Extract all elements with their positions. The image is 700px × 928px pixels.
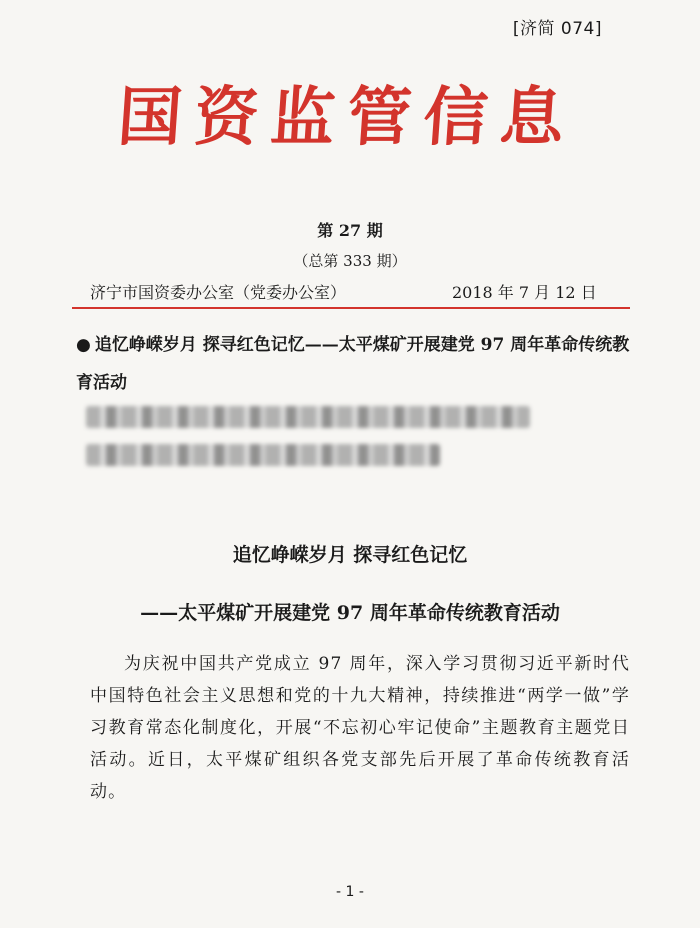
masthead-title xyxy=(115,80,567,155)
issue-number: 第 27 期 xyxy=(317,221,383,240)
masthead-char: 息 xyxy=(497,80,567,155)
masthead-char: 管 xyxy=(344,80,414,155)
article-title: 追忆峥嵘岁月 探寻红色记忆 xyxy=(232,544,468,566)
masthead-char: 国 xyxy=(115,80,185,155)
redacted-text-line xyxy=(86,444,440,466)
masthead-char: 信 xyxy=(420,80,491,155)
article-paragraph: 为庆祝中国共产党成立 97 周年，深入学习贯彻习近平新时代中国特色社会主义思想和党的十九大精神，持续推进“两学一做”学习教育常态化制度化，开展“不忘初心牢记使命”主题教育主题党日活动。近日，太平煤矿组织各党支部先后开展了革命传统教育活动。 xyxy=(90,654,630,802)
summary-title-text: 追忆峥嵘岁月 探寻红色记忆——太平煤矿开展建党 97 周年革命传统教育活动 xyxy=(76,335,630,393)
document-code: [济简 074] xyxy=(512,19,602,39)
masthead-char: 资 xyxy=(191,80,262,155)
article-subtitle: ——太平煤矿开展建党 97 周年革命传统教育活动 xyxy=(140,602,560,624)
redacted-text-line xyxy=(86,406,530,428)
issue-total: （总第 333 期） xyxy=(293,252,407,270)
publisher: 济宁市国资委办公室（党委办公室） xyxy=(90,283,347,302)
bullet-icon: ● xyxy=(76,335,91,355)
masthead-char: 监 xyxy=(268,80,338,155)
header-divider xyxy=(72,307,630,309)
page-number: - 1 - xyxy=(336,884,364,900)
summary-headline xyxy=(76,326,636,402)
publish-date: 2018 年 7 月 12 日 xyxy=(452,283,597,302)
